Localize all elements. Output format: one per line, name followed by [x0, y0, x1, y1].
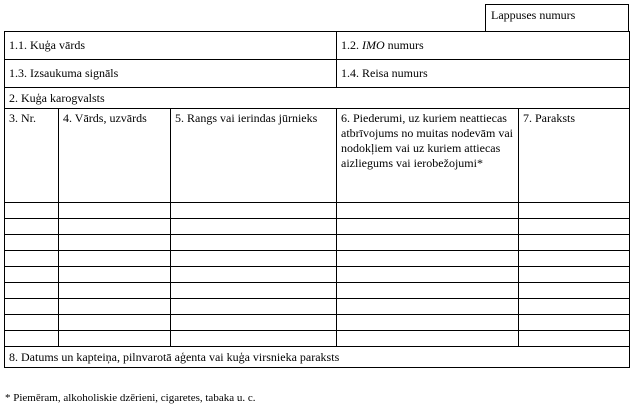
- table-cell: [519, 251, 630, 267]
- table-row: [5, 203, 630, 219]
- field-flag-state: 2. Kuģa karogvalsts: [5, 88, 630, 109]
- table-row: [5, 331, 630, 347]
- table-cell: [171, 283, 337, 299]
- row-flag-state: [5, 88, 630, 109]
- table-cell: [59, 331, 171, 347]
- table-row: [5, 267, 630, 283]
- row-call-sign: [5, 60, 630, 88]
- table-cell: [519, 331, 630, 347]
- table-cell: [59, 203, 171, 219]
- table-cell: [59, 235, 171, 251]
- table-cell: [337, 283, 519, 299]
- table-row: [5, 251, 630, 267]
- table-cell: [171, 331, 337, 347]
- table-row: [5, 283, 630, 299]
- table-cell: [519, 267, 630, 283]
- table-cell: [337, 235, 519, 251]
- footnote: * Piemēram, alkoholiskie dzērieni, cigaretes, tabaka u. c.: [5, 392, 256, 404]
- table-cell: [59, 267, 171, 283]
- table-cell: [337, 203, 519, 219]
- table-cell: [5, 315, 59, 331]
- table-cell: [337, 251, 519, 267]
- page-number-label: Lappuses numurs: [491, 8, 576, 22]
- table-row: [5, 235, 630, 251]
- header-name-surname: 4. Vārds, uzvārds: [59, 109, 171, 203]
- header-rank: 5. Rangs vai ierindas jūrnieks: [171, 109, 337, 203]
- table-cell: [171, 203, 337, 219]
- table-cell: [59, 299, 171, 315]
- table-cell: [59, 283, 171, 299]
- table-cell: [5, 331, 59, 347]
- table-cell: [519, 299, 630, 315]
- table-cell: [337, 219, 519, 235]
- table-cell: [5, 235, 59, 251]
- table-cell: [519, 235, 630, 251]
- table-cell: [337, 267, 519, 283]
- table-cell: [5, 219, 59, 235]
- header-number: 3. Nr.: [5, 109, 59, 203]
- page-number-box: [485, 4, 629, 31]
- table-cell: [519, 203, 630, 219]
- header-signature: 7. Paraksts: [519, 109, 630, 203]
- table-cell: [171, 219, 337, 235]
- table-cell: [5, 251, 59, 267]
- table-cell: [171, 315, 337, 331]
- field-date-signature: 8. Datums un kapteiņa, pilnvarotā aģenta vai kuģa virsnieka paraksts: [5, 347, 630, 368]
- table-cell: [519, 283, 630, 299]
- table-cell: [5, 267, 59, 283]
- field-voyage-number: 1.4. Reisa numurs: [337, 60, 630, 88]
- field-call-sign: 1.3. Izsaukuma signāls: [5, 60, 337, 88]
- crew-effects-declaration-form: [4, 4, 629, 406]
- table-header-row: [5, 109, 630, 203]
- row-date-signature: [5, 347, 630, 368]
- table-cell: [59, 251, 171, 267]
- table-cell: [59, 315, 171, 331]
- table-cell: [59, 219, 171, 235]
- table-row: [5, 299, 630, 315]
- table-cell: [337, 299, 519, 315]
- header-effects: 6. Piederumi, uz kuriem neattiecas atbrīvojums no muitas nodevām vai nodokļiem vai uz kuriem attiecas aizliegums vai ierobežojumi*: [337, 109, 519, 203]
- imo-label-suffix: numurs: [384, 38, 424, 52]
- form-table: [4, 31, 630, 368]
- table-cell: [337, 331, 519, 347]
- imo-label-prefix: 1.2.: [341, 38, 362, 52]
- table-row: [5, 219, 630, 235]
- table-cell: [171, 251, 337, 267]
- field-ship-name: 1.1. Kuģa vārds: [5, 32, 337, 60]
- table-cell: [5, 299, 59, 315]
- imo-label-italic: IMO: [362, 38, 385, 52]
- table-cell: [171, 235, 337, 251]
- table-cell: [519, 219, 630, 235]
- table-cell: [5, 283, 59, 299]
- field-imo-number: [337, 32, 630, 60]
- table-cell: [519, 315, 630, 331]
- table-cell: [171, 267, 337, 283]
- table-cell: [337, 315, 519, 331]
- row-ship-name: [5, 32, 630, 60]
- table-row: [5, 315, 630, 331]
- table-cell: [171, 299, 337, 315]
- table-cell: [5, 203, 59, 219]
